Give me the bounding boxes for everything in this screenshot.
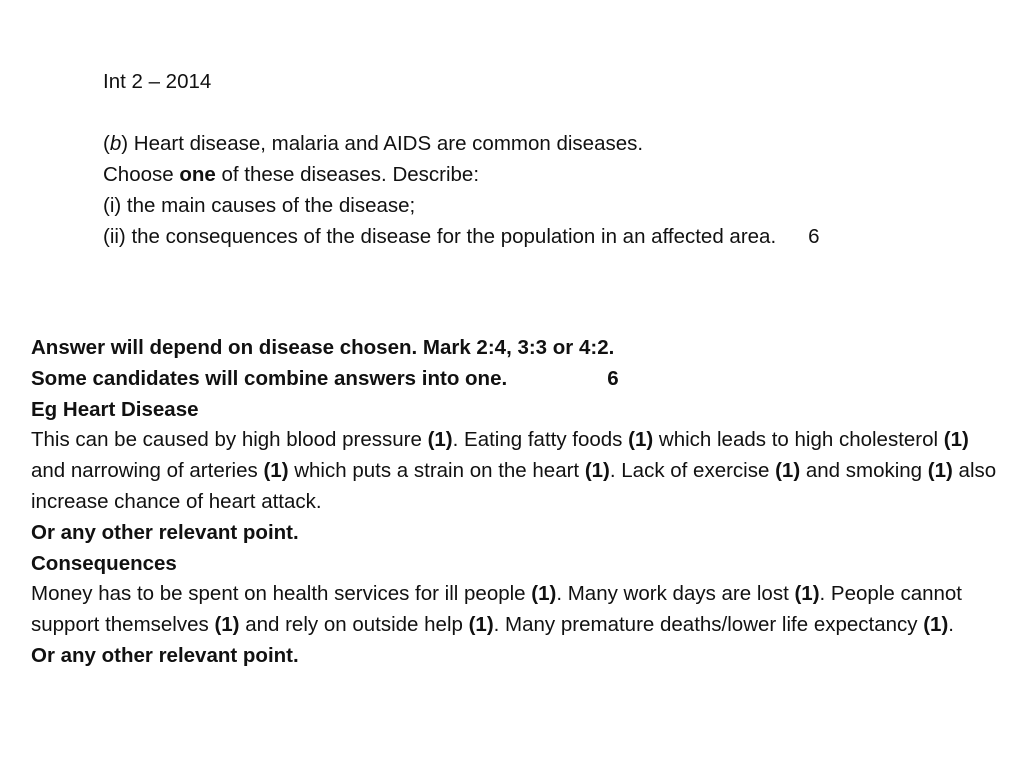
other-point-text: Or any other relevant point. [31, 643, 299, 667]
item-i: (i) the main causes of the disease; [103, 194, 416, 217]
example-heading [31, 395, 1006, 426]
answer-intro-line2 [31, 364, 1006, 395]
mark-label: (1) [794, 582, 820, 606]
causes-text: which puts a strain on the heart [288, 459, 585, 483]
mark-label: (1) [584, 459, 610, 483]
part-open: ( [103, 132, 110, 155]
causes-text: and smoking [800, 459, 928, 483]
causes-text: which leads to high cholesterol [653, 428, 944, 452]
question-header: Int 2 – 2014 [103, 70, 212, 93]
consequences-text: Money has to be spent on health services for ill people [31, 582, 532, 606]
item-ii: (ii) the consequences of the disease for the population in an affected area. [103, 225, 777, 248]
consequences-text: . Many premature deaths/lower life expectancy [493, 613, 924, 637]
causes-text: . Eating fatty foods [452, 428, 629, 452]
mark-label: (1) [531, 582, 557, 606]
causes-text: also increase chance of heart attack. [31, 459, 997, 513]
consequences-text: . Many work days are lost [556, 582, 795, 606]
choose-pre: Choose [103, 163, 180, 186]
consequences-paragraph [31, 579, 1006, 641]
mark-label: (1) [214, 613, 240, 637]
consequences-text: and rely on outside help [239, 613, 469, 637]
question-block [103, 66, 983, 252]
intro-marks: 6 [607, 366, 619, 390]
part-close: ) [121, 132, 129, 155]
choose-post: of these diseases. Describe: [215, 163, 480, 186]
spacer [103, 97, 983, 128]
intro-text-1: Answer will depend on disease chosen. Mark 2:4, 3:3 or 4:2. [31, 336, 615, 359]
causes-paragraph [31, 425, 1006, 517]
example-heading-text: Eg Heart Disease [31, 397, 199, 421]
part-letter: b [109, 132, 122, 155]
other-point-2 [31, 641, 1006, 672]
part-text: Heart disease, malaria and AIDS are common diseases. [128, 132, 644, 155]
mark-label: (1) [927, 459, 953, 483]
causes-text: . Lack of exercise [609, 459, 776, 483]
mark-label: (1) [943, 428, 969, 452]
mark-label: (1) [468, 613, 494, 637]
marking-answer-block [31, 333, 1006, 672]
intro-text-2: Some candidates will combine answers into one. [31, 366, 508, 390]
item-ii-line [103, 221, 983, 252]
choose-bold: one [179, 163, 216, 186]
choose-line [103, 159, 983, 190]
other-point-1 [31, 518, 1006, 549]
causes-text: This can be caused by high blood pressure [31, 428, 428, 452]
causes-text: and narrowing of arteries [31, 459, 264, 483]
mark-label: (1) [775, 459, 801, 483]
question-part-b [103, 128, 983, 159]
mark-label: (1) [263, 459, 289, 483]
consequences-heading [31, 549, 1006, 580]
mark-label: (1) [427, 428, 453, 452]
consequences-text: . People cannot support themselves [31, 582, 963, 637]
mark-label: (1) [923, 613, 949, 637]
consequences-heading-text: Consequences [31, 551, 177, 575]
answer-intro-line1 [31, 333, 1006, 364]
consequences-text: . [948, 613, 954, 637]
mark-label: (1) [628, 428, 654, 452]
question-marks: 6 [808, 225, 820, 248]
other-point-text: Or any other relevant point. [31, 520, 299, 544]
